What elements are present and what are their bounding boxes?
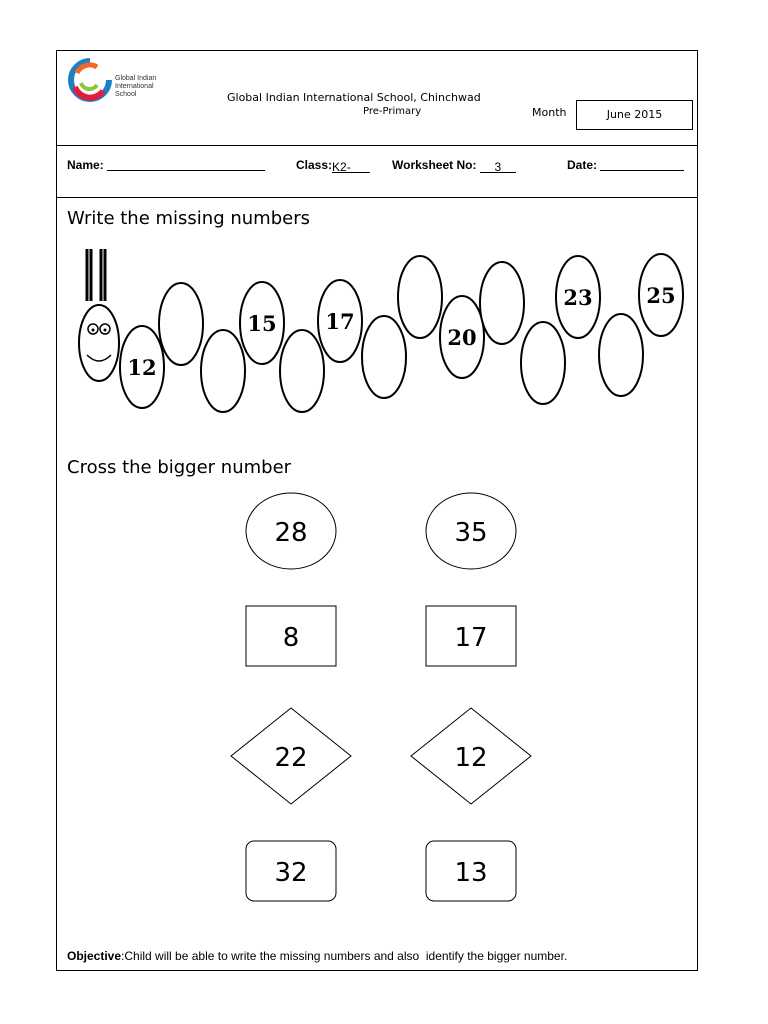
compare-number: 13	[454, 858, 488, 888]
caterpillar-segment[interactable]	[480, 262, 524, 344]
section-label: Pre-Primary	[363, 106, 422, 117]
compare-option-square[interactable]	[246, 606, 336, 666]
caterpillar-segment	[318, 280, 362, 362]
worksheet-label: Worksheet No:	[392, 158, 477, 172]
bigger-number-heading: Cross the bigger number	[67, 457, 292, 478]
compare-shapes	[227, 491, 557, 911]
segment-number: 12	[127, 355, 157, 380]
name-label: Name:	[67, 158, 104, 172]
class-field	[296, 158, 370, 173]
compare-option-rounded-rect[interactable]	[426, 841, 516, 901]
compare-number: 32	[274, 858, 308, 888]
caterpillar-segment	[639, 254, 683, 336]
month-value-box: June 2015	[576, 100, 693, 130]
name-field	[67, 158, 265, 172]
compare-number: 28	[274, 518, 308, 548]
header-row	[57, 51, 697, 146]
logo-text: Global Indian International School	[115, 75, 157, 98]
compare-option-rounded-rect[interactable]	[246, 841, 336, 901]
segment-number: 20	[447, 325, 477, 350]
school-logo-icon	[67, 57, 113, 103]
caterpillar-segment	[440, 296, 484, 378]
antenna-icon	[87, 249, 105, 301]
missing-numbers-heading: Write the missing numbers	[67, 208, 310, 229]
worksheet-value: 3	[480, 160, 516, 173]
caterpillar-segment[interactable]	[201, 330, 245, 412]
class-value[interactable]: K2-	[332, 160, 370, 173]
caterpillar-segment[interactable]	[398, 256, 442, 338]
objective-text: Child will be able to write the missing numbers and also identify the bigger number.	[124, 949, 568, 963]
date-field	[567, 158, 684, 172]
compare-number: 22	[274, 743, 308, 773]
caterpillar-segment	[556, 256, 600, 338]
compare-option-diamond[interactable]	[231, 708, 351, 804]
caterpillar-segment	[120, 326, 164, 408]
caterpillar-segment	[240, 282, 284, 364]
caterpillar-segments	[120, 254, 683, 412]
objective-label: Objective	[67, 949, 122, 963]
name-blank[interactable]	[107, 158, 265, 171]
compare-number: 8	[282, 623, 300, 653]
caterpillar-segment[interactable]	[159, 283, 203, 365]
compare-option-square[interactable]	[426, 606, 516, 666]
caterpillar-segment[interactable]	[521, 322, 565, 404]
compare-option-diamond[interactable]	[411, 708, 531, 804]
caterpillar-segment[interactable]	[362, 316, 406, 398]
date-label: Date:	[567, 158, 598, 172]
caterpillar-face-icon	[79, 305, 119, 381]
worksheet-field	[392, 158, 516, 173]
caterpillar-segment[interactable]	[280, 330, 324, 412]
school-name: Global Indian International School, Chinchwad	[227, 91, 481, 104]
objective-line: Objective:Child will be able to write the missing numbers and also identify the bigger number.	[67, 949, 568, 963]
date-blank[interactable]	[600, 158, 684, 171]
compare-number: 17	[454, 623, 488, 653]
segment-number: 23	[563, 285, 593, 310]
compare-number: 35	[454, 518, 488, 548]
compare-number: 12	[454, 743, 488, 773]
class-label: Class:	[296, 158, 333, 172]
compare-option-ellipse[interactable]	[426, 493, 516, 569]
compare-option-ellipse[interactable]	[246, 493, 336, 569]
segment-number: 17	[325, 309, 355, 334]
caterpillar-figure	[71, 241, 691, 421]
month-label: Month	[532, 106, 567, 119]
segment-number: 25	[646, 283, 676, 308]
segment-number: 15	[247, 311, 277, 336]
caterpillar-segment[interactable]	[599, 314, 643, 396]
worksheet-page	[56, 50, 698, 971]
